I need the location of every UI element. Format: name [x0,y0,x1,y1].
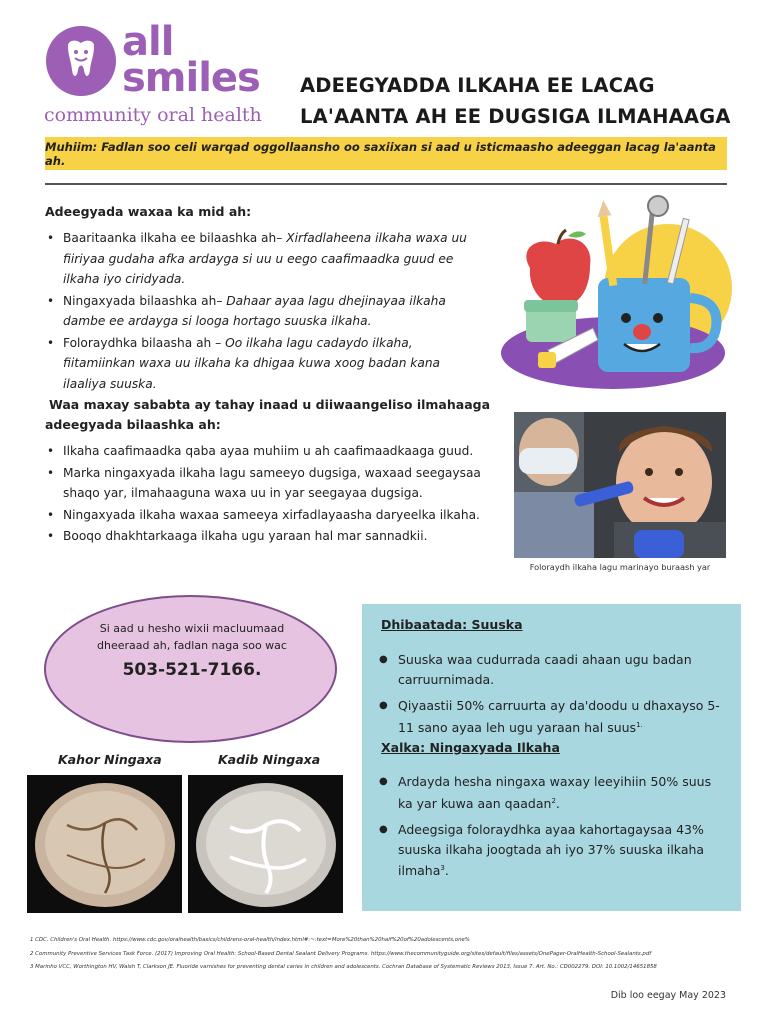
service-name: Baaritaanka ilkaha ee bilaashka ah [63,231,277,245]
list-item: • Marka ningaxyada ilkaha lagu sameeyo dugsiga, waxaad seegaysaa shaqo yar, ilmahaaguna waxa uu in yar seegayaa dugsiga. [45,463,505,504]
list-item [378,650,728,689]
list-item: • Ningaxyada ilkaha waxaa sameeya xirfadlayaasha daryeelka ilkaha. [45,505,505,526]
list-item [378,772,728,813]
solution-list [378,772,728,888]
footnote-ref: 1. [636,720,643,729]
list-item [45,291,485,332]
services-list [45,228,485,395]
footnote-2: 2 Community Preventive Services Task Force. (2017) Improving Oral Health: School-Based Dental Sealant Delivery Programs. https://www.thecommunityguide.org/sites/default/files/assets/OnePager-OralHealth-School-Sealants.pdf [30,951,652,957]
title-line-2: LA'AANTA AH EE DUGSIGA ILMAHAAGA [300,105,731,128]
title-line-1: ADEEGYADDA ILKAHA EE LACAG [300,74,655,97]
list-item [378,820,728,881]
service-desc: Xirfadlaheena ilkaha waxa uu fiiriyaa gudaha afka ardayga si uu u eego caafimaadka guud ee ilkaha iyo ciridyada. [63,231,467,286]
important-banner [45,137,727,170]
list-item [45,228,485,290]
service-name: Foloraydhka bilaasha ah [63,335,216,350]
reasons-list [45,441,505,548]
service-name: Ningaxyada bilaashka ah [63,293,217,308]
services-heading: Adeegyada waxaa ka mid ah: [45,204,252,219]
problem-text: Suuska waa cudurrada caadi ahaan ugu badan carruurnimada. [398,652,692,687]
problem-text: Qiyaastii 50% carruurta ay da'doodu u dhaxayso 5-11 sano ayaa leh ugu yaraan hal suus [398,698,720,735]
tooth-after-photo [188,775,343,913]
revision-date: Dib loo eegay May 2023 [610,990,726,1001]
photo-caption: Foloraydh ilkaha lagu marinayo buraash yar [529,562,711,572]
footnote-1: 1 CDC. Children's Oral Health. https://www.cdc.gov/oralhealth/basics/childrens-oral-health/index.html#:~:text=More%20than%20half%20of%20adolescents,one% [30,937,470,943]
reasons-heading-line-1: Waa maxay sababta ay tahay inaad u diiwaangeliso ilmahaaga [49,397,491,412]
solution-tail: . [444,863,449,879]
list-item [45,333,485,395]
logo-word-smiles: smiles [122,55,260,101]
service-sep: – [276,231,287,245]
solution-text: Adeegsiga foloraydhka ayaa kahortagaysaa 43% suuska ilkaha joogtada ah iyo 37% suuska ilkaha ilmaha [398,822,705,879]
reasons-heading-line-2: adeegyada bilaashka ah: [45,417,221,432]
fluoride-treatment-photo [514,412,726,558]
service-sep: – [216,293,227,308]
contact-text: Si aad u hesho wixii macluumaad dheeraad ah, fadlan naga soo wac [97,622,287,652]
tooth-smile-icon [46,26,116,96]
logo-word-all: all [122,19,174,65]
dental-supplies-illustration [498,188,733,393]
footnote-3: 3 Marinho VCC, Worthington HV, Walsh T, Clarkson JE. Fluoride varnishes for preventing dental caries in children and adolescents. Cochran Database of Systematic Reviews 2013, Issue 7. Art. No.: CD002279. DOI: 10.1002/14651858 [30,964,657,970]
divider [45,183,727,185]
solution-tail: . [555,795,560,811]
list-item [378,696,728,737]
problem-heading: Dhibaatada: Suuska [381,617,523,632]
contact-phone[interactable]: 503-521-7166. [122,660,262,680]
list-item: • Booqo dhakhtarkaaga ilkaha ugu yaraan hal mar sannadkii. [45,526,505,547]
footnote-ref: 2 [551,796,556,805]
before-label: Kahor Ningaxa [58,752,162,767]
footnote-ref: 3 [440,864,445,873]
banner-text: Muhiim: Fadlan soo celi warqad oggollaansho oo saxiixan si aad u isticmaasho adeeggan lacag la'aanta ah. [45,139,716,168]
service-sep: – [215,335,226,350]
solution-text: Ardayda hesha ningaxa waxay leeyihiin 50% suus ka yar kuwa aan qaadan [398,774,712,811]
logo-subtitle: community oral health [44,104,262,126]
list-item: • Ilkaha caafimaadka qaba ayaa muhiim u ah caafimaadkaaga guud. [45,441,505,462]
reasons-heading [45,395,490,435]
page-title [300,70,740,132]
logo [44,19,274,128]
service-desc: Oo ilkaha lagu cadaydo ilkaha, fiitamiinkan waxa uu ilkaha ka dhigaa kuwa xoog badan kana ilaaliya suuska. [63,335,441,391]
tooth-before-photo [27,775,182,913]
solution-heading: Xalka: Ningaxyada Ilkaha [381,740,560,755]
service-desc: Dahaar ayaa lagu dhejinayaa ilkaha dambe ee ardayga si looga hortago suuska ilkaha. [63,293,446,328]
problem-list [378,650,728,744]
after-label: Kadib Ningaxa [218,752,321,767]
